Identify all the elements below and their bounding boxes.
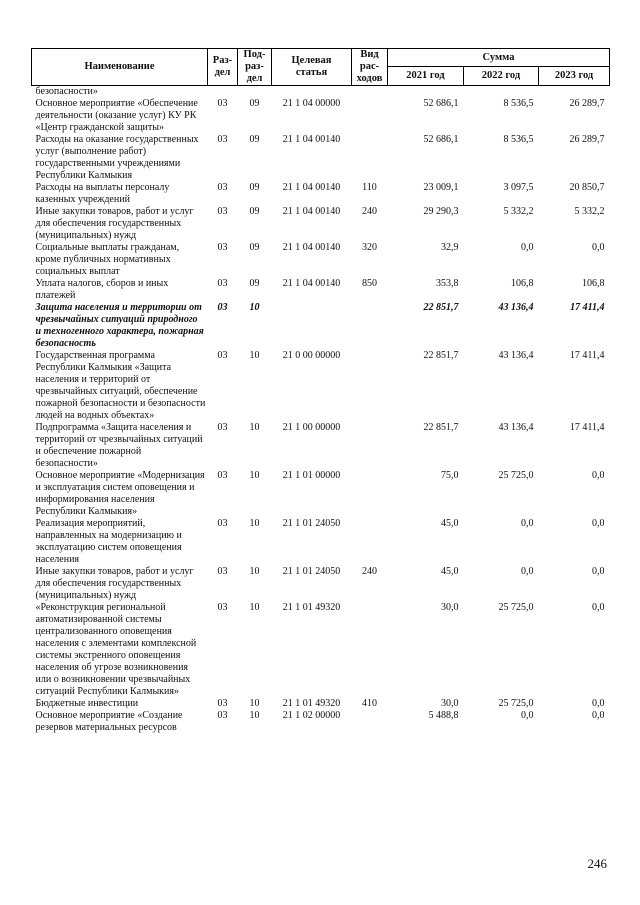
row-target-cell: 21 0 00 00000 (282, 350, 341, 361)
row-value-2022-cell: 106,8 (511, 278, 534, 289)
row-value-2021-cell: 30,0 (441, 602, 459, 613)
row-value-2022-cell (464, 86, 539, 99)
row-subsection-cell: 09 (249, 206, 260, 217)
row-target-cell: 21 1 04 00140 (282, 242, 341, 253)
row-value-2022-cell: 8 536,5 (503, 98, 534, 109)
table-row (32, 710, 610, 734)
table-body (32, 86, 610, 735)
row-value-2021-cell: 30,0 (441, 698, 459, 709)
row-section-cell: 03 (217, 278, 228, 289)
header-expense-type: Вид рас- ходов (352, 49, 388, 86)
table-row (32, 698, 610, 710)
header-year-2023: 2023 год (539, 67, 610, 86)
row-section-cell: 03 (217, 350, 228, 361)
row-expense-type-cell (352, 350, 388, 422)
row-name-cell: безопасности» (35, 86, 98, 97)
page-number: 246 (587, 856, 607, 871)
row-subsection-cell: 09 (249, 134, 260, 145)
row-expense-type-cell (352, 470, 388, 518)
row-target-cell: 21 1 01 00000 (282, 470, 341, 481)
header-sum: Сумма (388, 49, 610, 67)
row-expense-type-cell (352, 602, 388, 698)
table-row (32, 350, 610, 422)
row-section-cell: 03 (217, 134, 228, 145)
row-value-2022-cell: 0,0 (521, 518, 534, 529)
row-value-2021-cell: 22 851,7 (423, 422, 459, 433)
row-expense-type-cell: 850 (362, 278, 377, 289)
table-row (32, 182, 610, 206)
table-row (32, 134, 610, 182)
row-expense-type-cell (352, 98, 388, 134)
row-subsection-cell: 09 (249, 182, 260, 193)
row-subsection-cell: 10 (249, 350, 260, 361)
row-value-2021-cell: 52 686,1 (423, 98, 459, 109)
row-section-cell: 03 (217, 98, 228, 109)
row-expense-type-cell: 110 (362, 182, 377, 193)
row-value-2021-cell: 52 686,1 (423, 134, 459, 145)
row-subsection-cell: 09 (249, 98, 260, 109)
row-value-2021-cell: 29 290,3 (423, 206, 459, 217)
row-value-2022-cell: 0,0 (521, 242, 534, 253)
row-section-cell: 03 (217, 302, 228, 313)
row-value-2022-cell: 25 725,0 (498, 698, 534, 709)
row-name-cell: Основное мероприятие «Обеспечение деятельности (оказание услуг) КУ РК «Центр гражданской защиты» (35, 98, 198, 133)
table-row (32, 602, 610, 698)
row-target-cell: 21 1 04 00000 (282, 98, 341, 109)
row-section-cell: 03 (217, 698, 228, 709)
row-target-cell: 21 1 00 00000 (282, 422, 341, 433)
row-value-2023-cell: 0,0 (592, 242, 605, 253)
row-value-2023-cell: 17 411,4 (569, 350, 605, 361)
row-value-2023-cell: 17 411,4 (570, 302, 605, 313)
row-name-cell: Основное мероприятие «Модернизация и эксплуатация систем оповещения и информирования населения Республики Калмыкия» (35, 470, 205, 517)
row-value-2023-cell: 106,8 (582, 278, 605, 289)
row-target-cell: 21 1 01 24050 (282, 566, 341, 577)
row-name-cell: Защита населения и территории от чрезвычайных ситуаций природного и техногенного характера, пожарная безопасность (35, 302, 204, 349)
row-value-2021-cell: 32,9 (441, 242, 459, 253)
row-section-cell: 03 (217, 602, 228, 613)
row-target-cell: 21 1 01 49320 (282, 698, 341, 709)
row-value-2021-cell (388, 86, 464, 99)
table-row (32, 566, 610, 602)
table-row (32, 86, 610, 99)
row-expense-type-cell: 240 (362, 566, 377, 577)
row-section-cell: 03 (217, 710, 228, 721)
row-name-cell: Иные закупки товаров, работ и услуг для обеспечения государственных (муниципальных) нужд (35, 206, 194, 241)
row-value-2023-cell: 0,0 (592, 566, 605, 577)
row-section-cell: 03 (217, 242, 228, 253)
row-value-2022-cell: 25 725,0 (498, 470, 534, 481)
row-value-2021-cell: 23 009,1 (423, 182, 459, 193)
row-expense-type-cell (352, 710, 388, 734)
row-expense-type-cell: 410 (362, 698, 377, 709)
row-value-2022-cell: 3 097,5 (503, 182, 534, 193)
row-value-2021-cell: 45,0 (441, 566, 459, 577)
row-subsection-cell: 10 (249, 710, 260, 721)
table-row (32, 302, 610, 350)
row-value-2021-cell: 22 851,7 (423, 350, 459, 361)
row-expense-type-cell: 320 (362, 242, 377, 253)
row-target-cell: 21 1 04 00140 (282, 206, 341, 217)
row-value-2022-cell: 5 332,2 (503, 206, 534, 217)
row-name-cell: Реализация мероприятий, направленных на модернизацию и эксплуатацию систем оповещения населения (35, 518, 182, 565)
row-section-cell: 03 (217, 422, 228, 433)
row-value-2022-cell: 25 725,0 (498, 602, 534, 613)
row-value-2022-cell: 0,0 (521, 710, 534, 721)
row-value-2022-cell: 43 136,4 (498, 422, 534, 433)
row-value-2022-cell: 0,0 (521, 566, 534, 577)
row-section-cell: 03 (217, 206, 228, 217)
header-target: Целевая статья (272, 49, 352, 86)
header-year-2021: 2021 год (388, 67, 464, 86)
table-row (32, 518, 610, 566)
row-name-cell: Иные закупки товаров, работ и услуг для обеспечения государственных (муниципальных) нужд (35, 566, 194, 601)
row-subsection-cell: 10 (249, 302, 260, 313)
row-section-cell: 03 (217, 518, 228, 529)
row-value-2023-cell: 26 289,7 (569, 134, 605, 145)
row-name-cell: Бюджетные инвестиции (35, 698, 139, 709)
row-expense-type-cell: 240 (362, 206, 377, 217)
row-value-2023-cell: 0,0 (592, 470, 605, 481)
table-row (32, 422, 610, 470)
row-subsection-cell: 10 (249, 470, 260, 481)
row-target-cell (272, 302, 352, 350)
row-expense-type-cell (352, 86, 388, 99)
row-value-2023-cell (539, 86, 610, 99)
row-name-cell: Государственная программа Республики Калмыкия «Защита населения и территорий от чрезвычайных ситуаций, обеспечение пожарной безопасности и безопасности людей на водных объектах» (35, 350, 206, 421)
table-row (32, 242, 610, 278)
row-value-2021-cell: 45,0 (441, 518, 459, 529)
row-subsection-cell: 10 (249, 698, 260, 709)
row-value-2021-cell: 22 851,7 (423, 302, 459, 313)
table-row (32, 278, 610, 302)
row-value-2023-cell: 0,0 (592, 698, 605, 709)
row-section-cell: 03 (217, 566, 228, 577)
row-name-cell: «Реконструкция региональной автоматизированной системы централизованного оповещения населения с элементами комплексной системы экстренного оповещения населения об угрозе возникновения или о возникновении чрезвычайных ситуаций Республики Калмыкия» (35, 602, 197, 697)
row-subsection-cell: 10 (249, 602, 260, 613)
header-name: Наименование (32, 49, 208, 86)
row-value-2023-cell: 0,0 (592, 518, 605, 529)
row-section-cell: 03 (217, 182, 228, 193)
row-value-2021-cell: 5 488,8 (428, 710, 459, 721)
row-value-2022-cell: 43 136,4 (498, 350, 534, 361)
row-target-cell: 21 1 04 00140 (282, 134, 341, 145)
row-expense-type-cell (352, 302, 388, 350)
table-row (32, 206, 610, 242)
header-year-2022: 2022 год (464, 67, 539, 86)
row-subsection-cell: 10 (249, 518, 260, 529)
row-subsection-cell: 10 (249, 566, 260, 577)
row-target-cell: 21 1 04 00140 (282, 182, 341, 193)
row-expense-type-cell (352, 422, 388, 470)
row-target-cell: 21 1 01 24050 (282, 518, 341, 529)
header-subsection: Под- раз- дел (238, 49, 272, 86)
row-name-cell: Расходы на выплаты персоналу казенных учреждений (35, 182, 170, 205)
row-value-2023-cell: 0,0 (592, 710, 605, 721)
row-value-2022-cell: 43 136,4 (498, 302, 534, 313)
row-section-cell (208, 86, 238, 99)
row-value-2023-cell: 20 850,7 (569, 182, 605, 193)
row-expense-type-cell (352, 134, 388, 182)
row-value-2023-cell: 0,0 (592, 602, 605, 613)
row-value-2022-cell: 8 536,5 (503, 134, 534, 145)
table-row (32, 98, 610, 134)
row-value-2021-cell: 75,0 (441, 470, 459, 481)
row-name-cell: Социальные выплаты гражданам, кроме публичных нормативных социальных выплат (35, 242, 180, 277)
row-subsection-cell: 09 (249, 278, 260, 289)
row-value-2023-cell: 5 332,2 (574, 206, 605, 217)
row-name-cell: Расходы на оказание государственных услуг (выполнение работ) государственными учреждениями Республики Калмыкия (35, 134, 199, 181)
row-target-cell: 21 1 04 00140 (282, 278, 341, 289)
row-name-cell: Основное мероприятие «Создание резервов материальных ресурсов (35, 710, 183, 733)
row-name-cell: Уплата налогов, сборов и иных платежей (35, 278, 169, 301)
row-value-2023-cell: 26 289,7 (569, 98, 605, 109)
row-subsection-cell (238, 86, 272, 99)
row-value-2021-cell: 353,8 (436, 278, 459, 289)
row-target-cell: 21 1 02 00000 (282, 710, 341, 721)
row-expense-type-cell (352, 518, 388, 566)
budget-table (31, 48, 610, 734)
header-section: Раз- дел (208, 49, 238, 86)
row-section-cell: 03 (217, 470, 228, 481)
row-target-cell (272, 86, 352, 99)
row-target-cell: 21 1 01 49320 (282, 602, 341, 613)
table-row (32, 470, 610, 518)
row-name-cell: Подпрограмма «Защита населения и территорий от чрезвычайных ситуаций и обеспечение пожарной безопасности» (35, 422, 203, 469)
row-value-2023-cell: 17 411,4 (569, 422, 605, 433)
row-subsection-cell: 10 (249, 422, 260, 433)
row-subsection-cell: 09 (249, 242, 260, 253)
